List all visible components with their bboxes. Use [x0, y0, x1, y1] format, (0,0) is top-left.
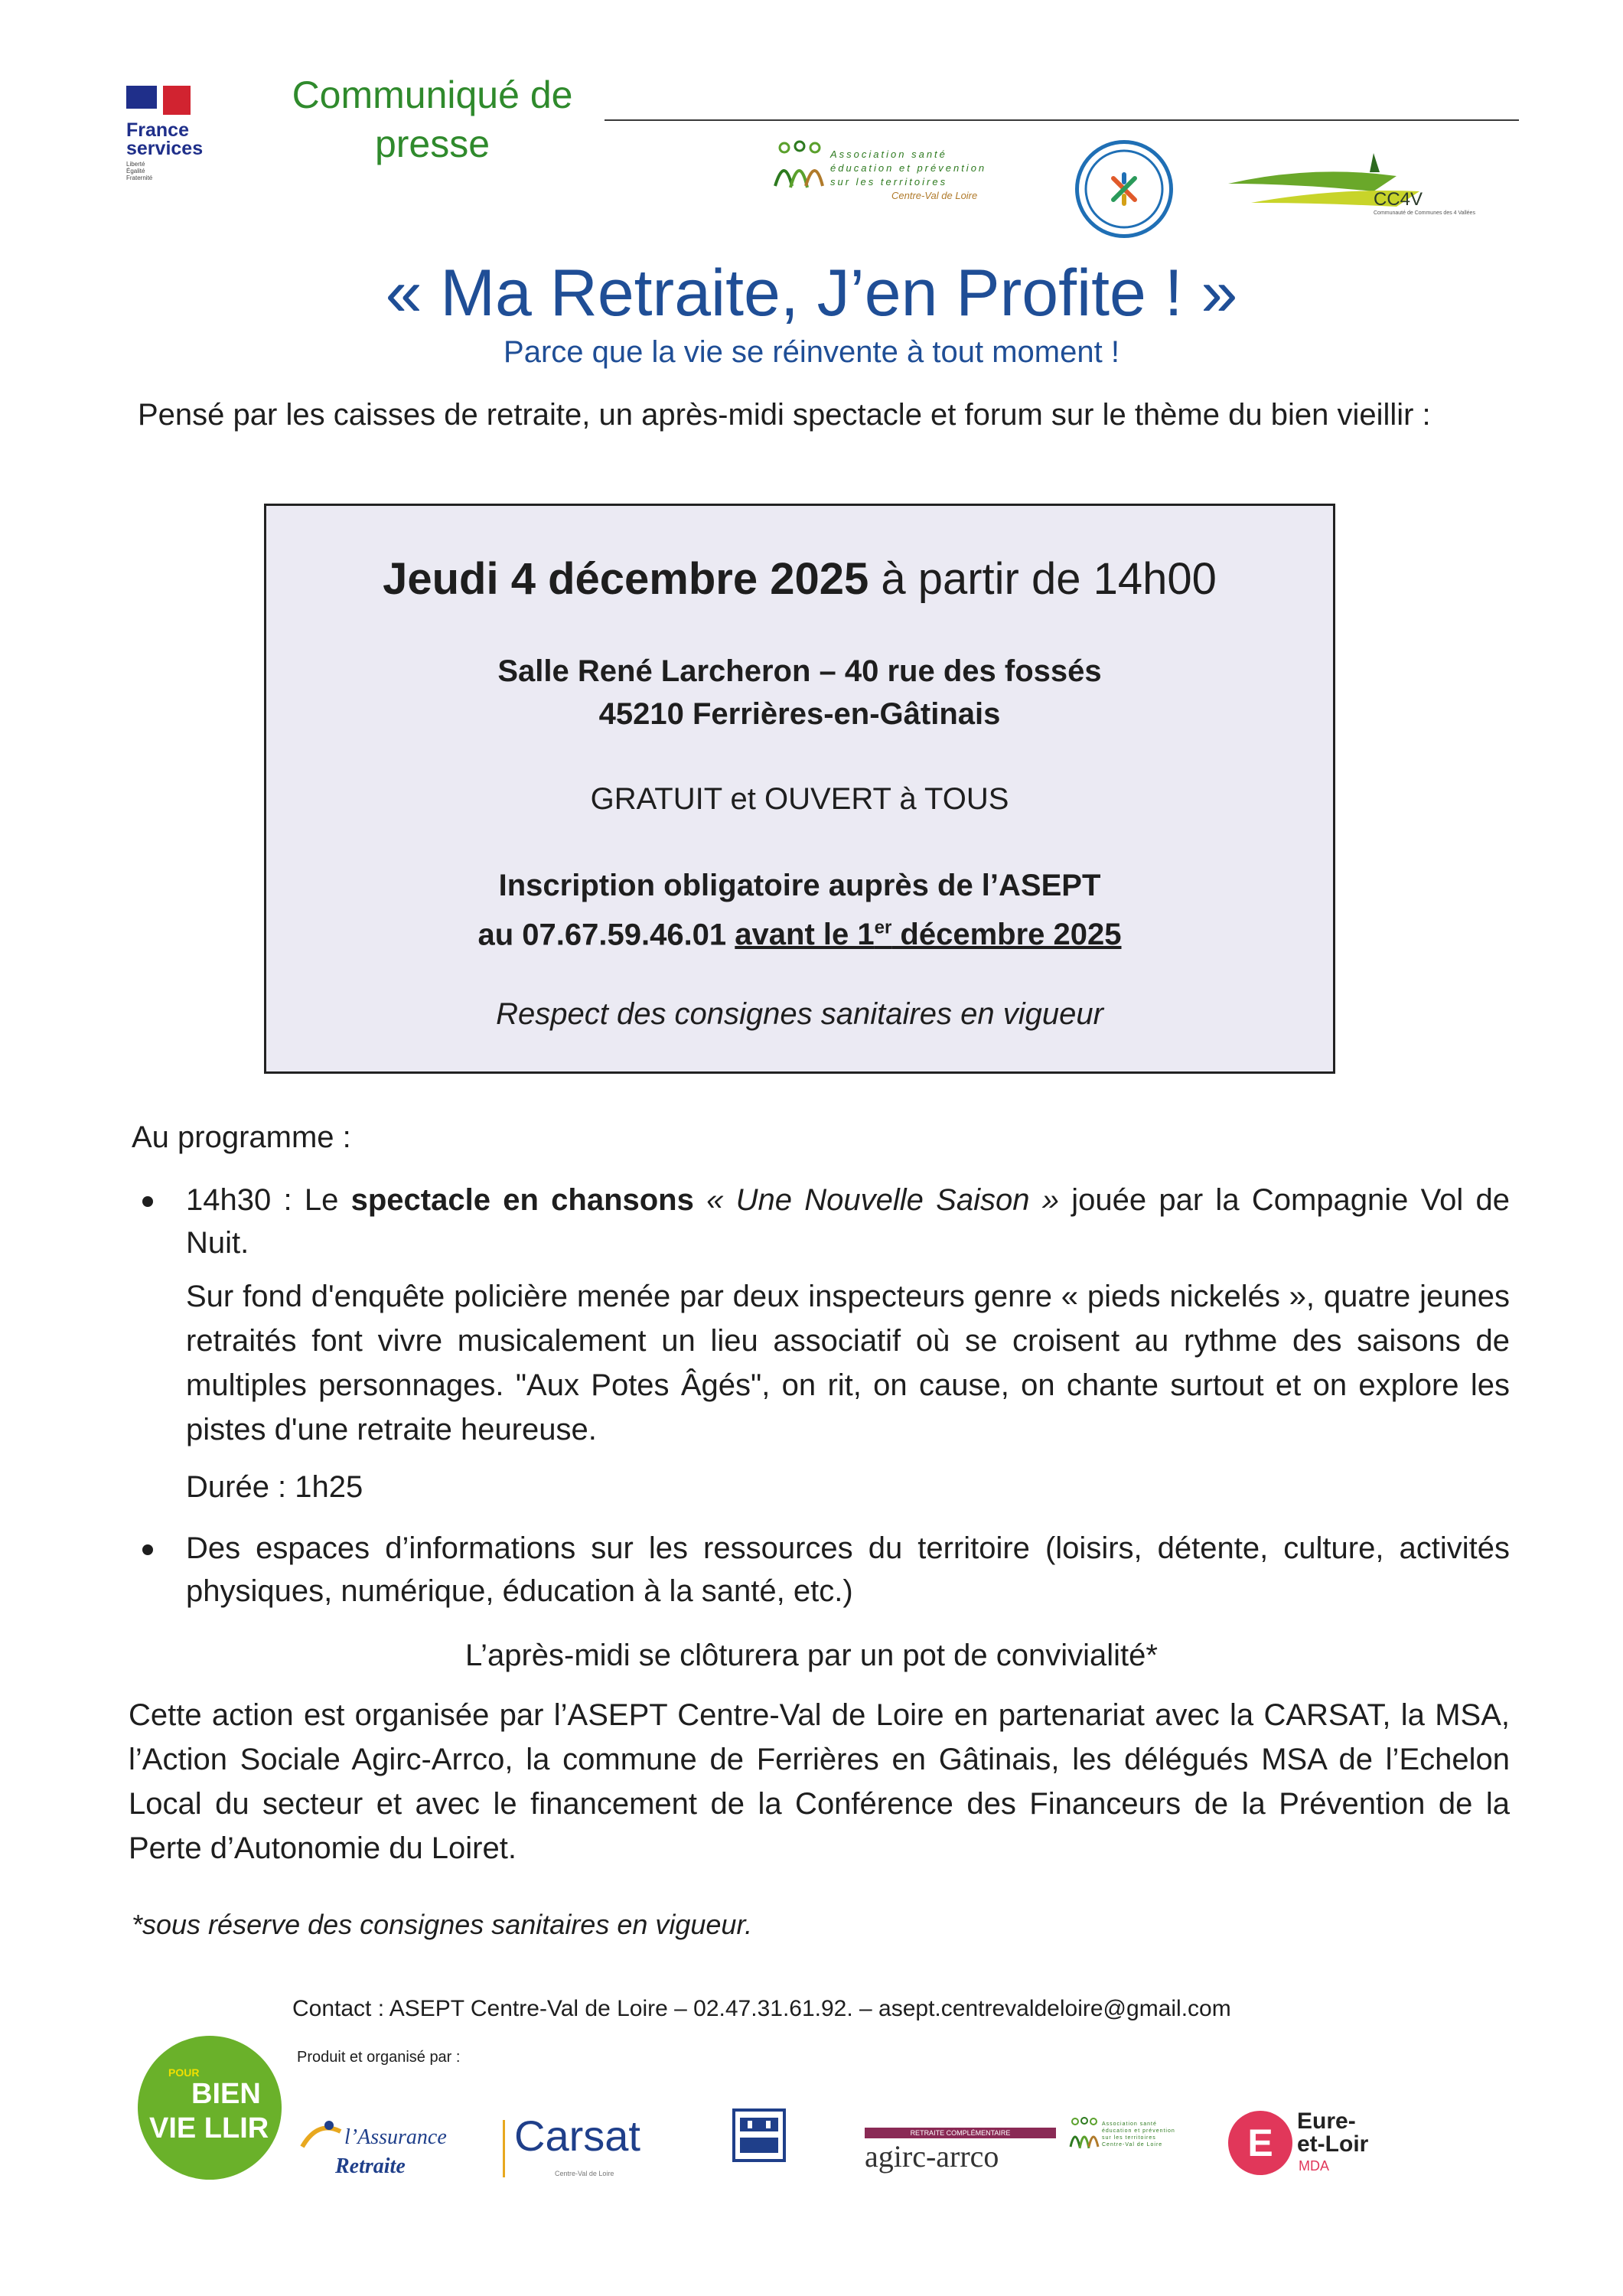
eure-et-loir-mda: MDA	[1299, 2158, 1329, 2174]
asept-logo: Association santé éducation et prévention sur les territoires Centre-Val de Loire	[769, 140, 1006, 224]
france-services-logo	[126, 86, 233, 181]
msa-icon	[732, 2108, 786, 2162]
program-heading: Au programme :	[132, 1120, 351, 1154]
asept-people-icon	[1067, 2116, 1102, 2154]
partners-paragraph: Cette action est organisée par l’ASEPT Centre-Val de Loire en partenariat avec la CARSAT, la MSA, l’Action Sociale Agirc-Arrco, la commune de Ferrières en Gâtinais, les délégués MSA de l’Echelon Local du secteur et avec le financement de la Conférence des Financeurs de la Prévention de la Perte d’Autonomie du Loiret.	[129, 1698, 1510, 1865]
carsat-logo: Carsat	[514, 2112, 640, 2160]
france-services-motto: Liberté Égalité Fraternité	[126, 161, 153, 181]
contact-line: Contact : ASEPT Centre-Val de Loire – 02.47.31.61.92. – asept.centrevaldeloire@gmail.com	[292, 1996, 1231, 2021]
marianne-flag-icon	[126, 86, 233, 115]
intro-paragraph: Pensé par les caisses de retraite, un après-midi spectacle et forum sur le thème du bien vieillir :	[138, 398, 1431, 432]
bullet-icon	[142, 1196, 153, 1207]
event-address: Salle René Larcheron – 40 rue des fossés 45210 Ferrières-en-Gâtinais	[497, 654, 1102, 731]
agirc-arrco-logo: RETRAITE COMPLÉMENTAIRE agirc-arrco	[865, 2128, 1056, 2181]
asept-people-icon	[769, 140, 830, 194]
bullet-icon	[142, 1544, 153, 1555]
logo-divider	[503, 2120, 505, 2177]
closing-note: L’après-midi se clôturera par un pot de convivialité*	[465, 1639, 1158, 1672]
eure-et-loir-logo: Eure- et-Loir	[1297, 2108, 1369, 2157]
eure-et-loir-icon: E	[1228, 2111, 1292, 2175]
event-subtitle: Parce que la vie se réinvente à tout moment !	[504, 335, 1119, 369]
star-emblem-icon	[1079, 144, 1169, 234]
free-open-notice: GRATUIT et OUVERT à TOUS	[590, 782, 1009, 816]
program-item-show: 14h30 : Le spectacle en chansons « Une Nouvelle Saison » jouée par la Compagnie Vol de Nuit.	[186, 1183, 1510, 1260]
registration-info: Inscription obligatoire auprès de l’ASEPT au 07.67.59.46.01 avant le 1er décembre 2025	[477, 869, 1122, 952]
header-rule	[605, 119, 1519, 121]
event-title: « Ma Retraite, J’en Profite ! »	[385, 256, 1238, 330]
cc4v-landscape-icon	[1221, 149, 1481, 233]
msa-logo	[732, 2108, 786, 2162]
event-info-box	[264, 504, 1335, 1074]
france-services-name: France services	[126, 119, 204, 159]
event-date: Jeudi 4 décembre 2025 à partir de 14h00	[383, 554, 1217, 604]
cc4v-logo: CC4V Communauté de Communes des 4 Vallées	[1221, 149, 1481, 233]
produced-by-label: Produit et organisé par :	[297, 2049, 461, 2066]
reserve-footnote: *sous réserve des consignes sanitaires en vigueur.	[132, 1909, 753, 1940]
program-item-info-spaces: Des espaces d’informations sur les ressources du territoire (loisirs, détente, culture, activités physiques, numérique, éducation à la santé, etc.)	[186, 1531, 1510, 1608]
assurance-retraite-logo: l’Assurance Retraite	[298, 2108, 497, 2185]
press-release-title: Communiqué de presse	[292, 73, 573, 165]
asept-logo-small: Association santé éducation et prévention sur les territoires Centre-Val de Loire	[1067, 2116, 1221, 2170]
carsat-region: Centre-Val de Loire	[555, 2170, 614, 2177]
show-duration: Durée : 1h25	[186, 1470, 363, 1504]
registration-deadline: avant le 1er décembre 2025	[735, 918, 1122, 952]
sanitary-notice: Respect des consignes sanitaires en vigueur	[496, 997, 1103, 1031]
bien-vieillir-logo: POUR BIEN VIE LLIR	[138, 2036, 282, 2180]
show-description: Sur fond d'enquête policière menée par deux inspecteurs genre « pieds nickelés », quatre jeunes retraités font vivre musicalement un lieu associatif où se croisent au rythme des saisons de multiples personnages. "Aux Potes Âgés", on rit, on cause, on chante surtout et on explore les pistes d'une retraite heureuse.	[186, 1280, 1510, 1446]
conference-financeurs-logo	[1075, 140, 1173, 238]
